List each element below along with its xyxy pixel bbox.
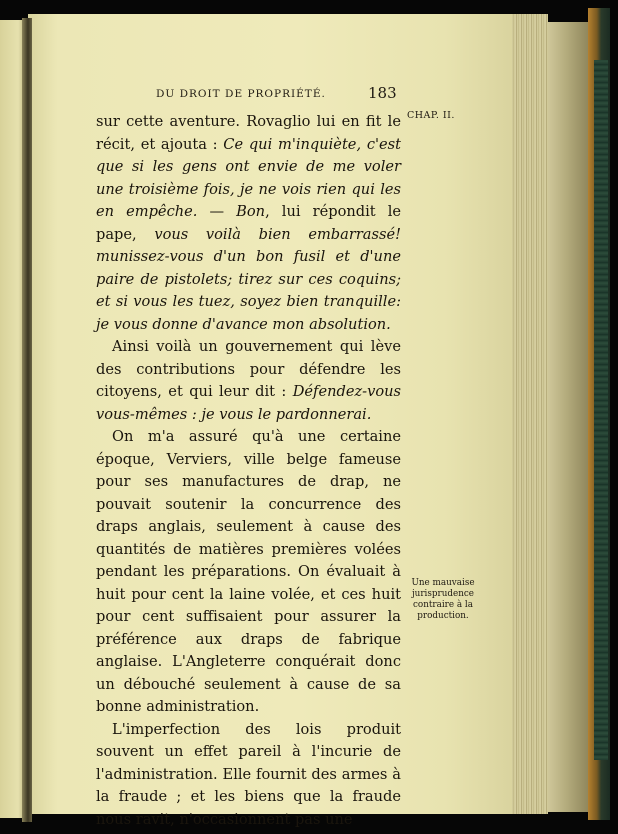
cover-marbled-paper [594,60,608,760]
margin-note: Une mauvaise jurisprudence contraire à la production. [411,578,475,621]
italic-run: Ce qui m'inquiète, c'est que si les gens ont envie de me voler une troisième fois, je ne vois rien qui les en empêche. [96,135,401,220]
paragraph-1 [96,111,401,336]
text-run: On m'a assuré qu'à une certaine époque, Verviers, ville belge fameuse pour ses manufactures de drap, ne pouvait soutenir la concurrence des draps anglais, seulement à cause des quantités de matières premières volées pendant les préparations. On évaluait à huit pour cent la laine volée, et ces huit pour cent suffisaient pour assurer la préférence aux draps de fabrique anglaise. L'Angleterre conquérait donc un débouché seulement à cause de sa bonne administration. [96,428,401,715]
binding-strip [548,22,590,812]
italic-run: Défendez-vous vous-mêmes : je vous le pardonnerai. [96,383,401,423]
text-run: L'imperfection des lois produit souvent un effet pareil à l'incurie de l'administration. Elle fournit des armes à la fraude ; et les biens que la fraude nous ravit, n'occasionnent pas une [96,720,401,828]
text-run: Ainsi voilà un gouvernement qui lève des contributions pour défendre les citoyens, et qui leur dit : [96,338,401,400]
text-run: — [197,203,237,220]
italic-run: vous voilà bien embarrassé! munissez-vous d'un bon fusil et d'une paire de pistolets; tirez sur ces coquins; et si vous les tuez, soyez bien tranquille: je vous donne d'avance mon absolution. [96,225,401,333]
page-number: 183 [368,84,397,102]
chapter-label: CHAP. II. [407,110,455,121]
italic-run: Bon [236,203,266,220]
paragraph-3 [96,426,401,719]
page-block-edges [512,14,548,814]
text-run: , lui répondit le pape, [96,203,402,243]
book-gutter [22,18,32,822]
text-run: sur cette aventure. Rovaglio lui en fit le récit, et ajouta : [96,113,401,153]
paragraph-4 [96,719,401,832]
running-title: DU DROIT DE PROPRIÉTÉ. [156,88,326,100]
body-text [96,111,401,831]
paragraph-2 [96,336,401,426]
